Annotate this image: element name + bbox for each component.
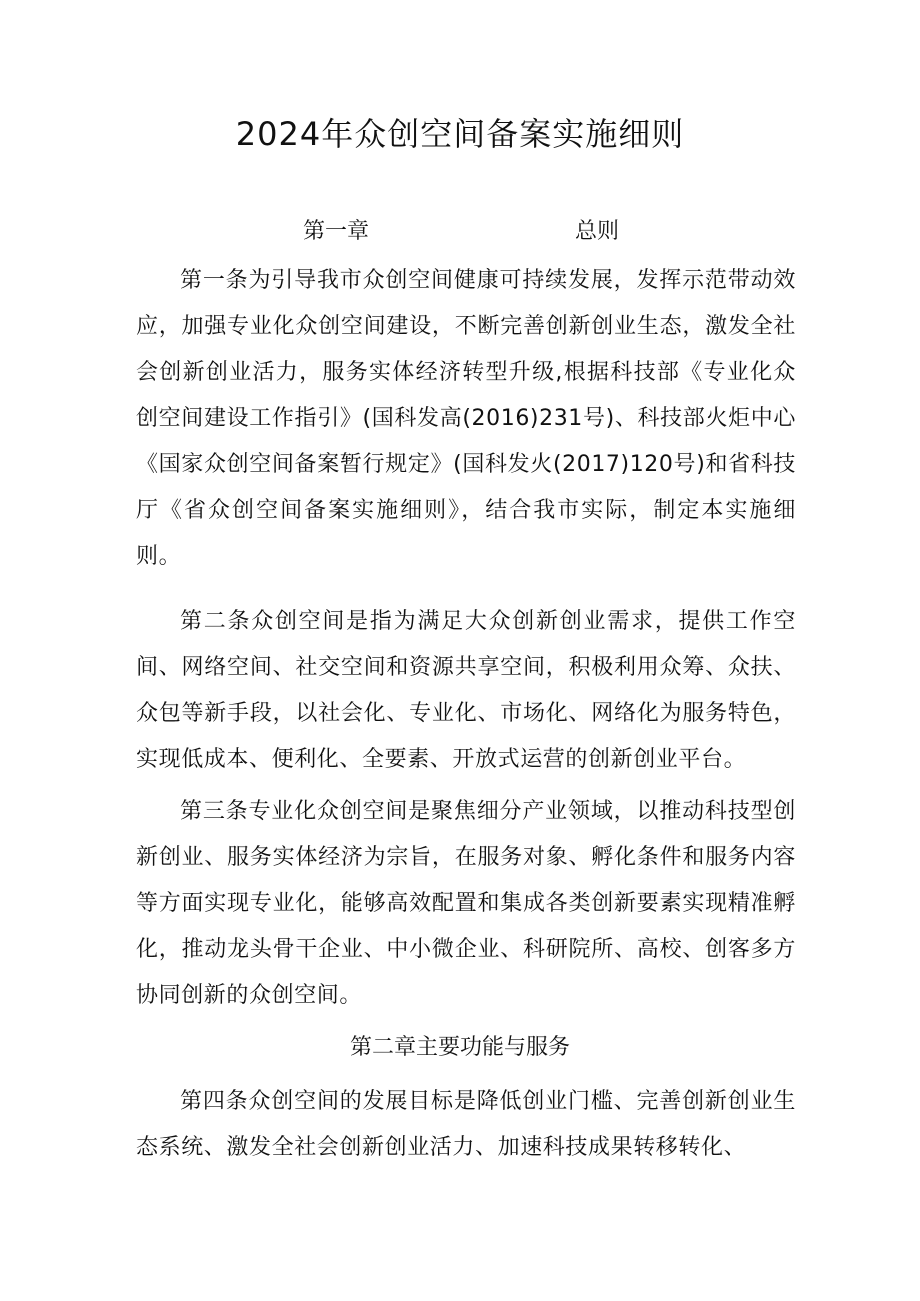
article-paragraph: 第一条为引导我市众创空间健康可持续发展，发挥示范带动效应，加强专业化众创空间建设，不断完善创新创业生态，激发全社会创新创业活力，服务实体经济转型升级,根据科技部《专业化众创空间建设工作指引》(国科发高(2016)231号)、科技部火炬中心《国家众创空间备案暂行规定》(国科发火(2017)120号)和省科技厅《省众创空间备案实施细则》，结合我市实际，制定本实施细则。: [136, 268, 796, 569]
article-paragraph: 第二条众创空间是指为满足大众创新创业需求，提供工作空间、网络空间、社交空间和资源共享空间，积极利用众筹、众扶、众包等新手段，以社会化、专业化、市场化、网络化为服务特色，实现低成本、便利化、全要素、开放式运营的创新创业平台。: [136, 609, 796, 772]
chapter-name: 总则: [575, 219, 620, 244]
chapter-heading-1: [0, 214, 920, 250]
chapter-heading-2: 第二章主要功能与服务: [349, 1035, 570, 1060]
chapter-number: 第一章: [303, 219, 370, 244]
article-paragraph: 第四条众创空间的发展目标是降低创业门槛、完善创新创业生态系统、激发全社会创新创业活力、加速科技成果转移转化、: [136, 1089, 796, 1160]
document-title: 2024年众创空间备案实施细则: [235, 115, 685, 153]
article-paragraph: 第三条专业化众创空间是聚焦细分产业领域，以推动科技型创新创业、服务实体经济为宗旨，在服务对象、孵化条件和服务内容等方面实现专业化，能够高效配置和集成各类创新要素实现精准孵化，推动龙头骨干企业、中小微企业、科研院所、高校、创客多方协同创新的众创空间。: [136, 799, 796, 1008]
